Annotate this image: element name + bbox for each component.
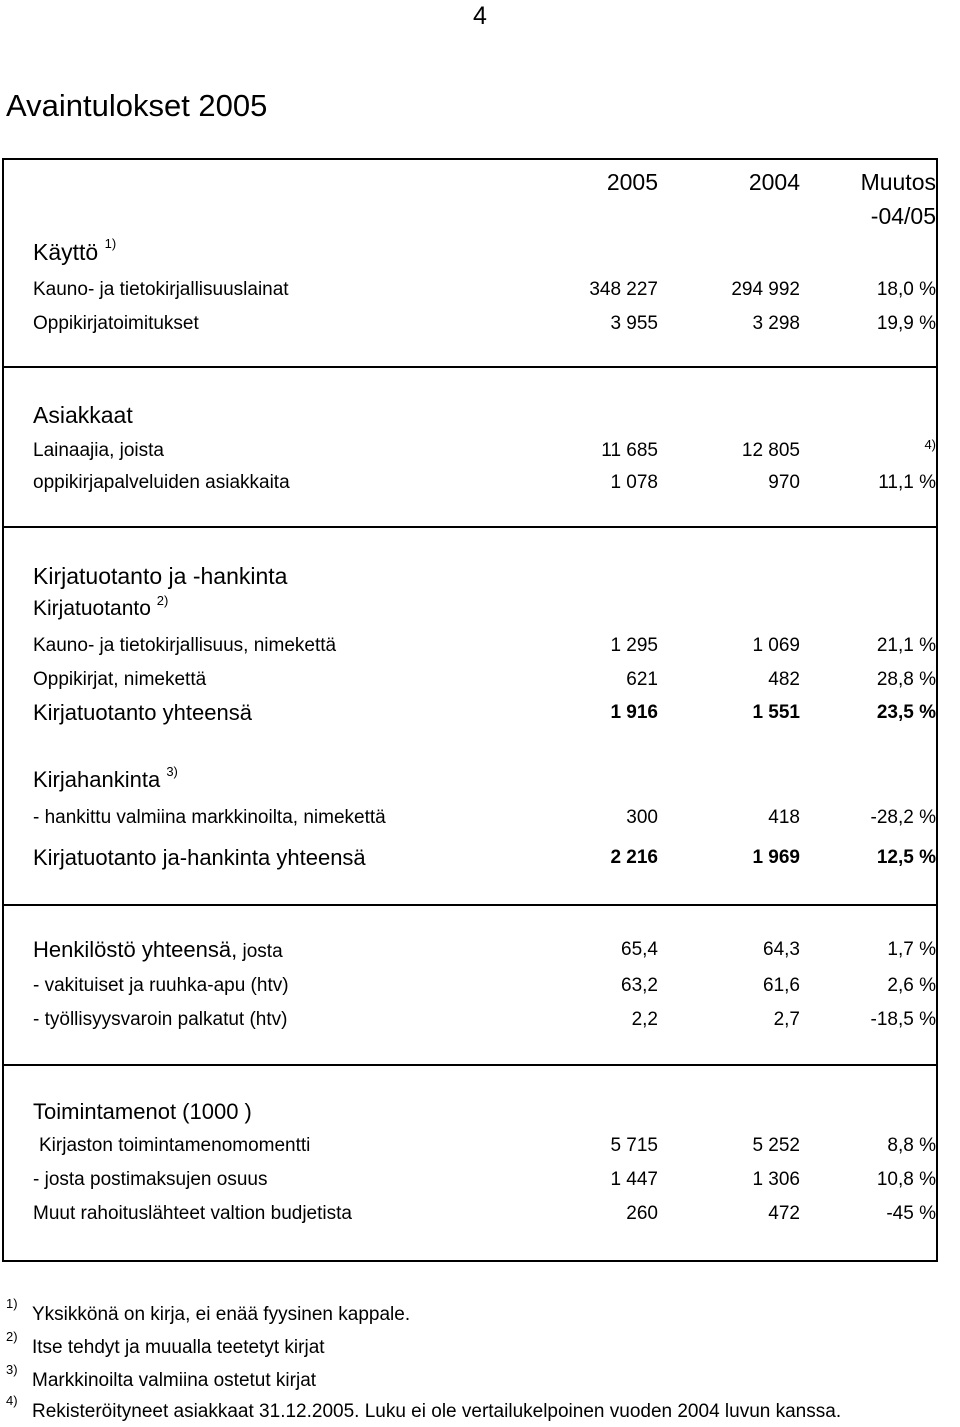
value-2005: 11 685 [601,440,658,461]
grand-total-label: Kirjatuotanto ja-hankinta yhteensä [33,845,366,870]
page-title: Avaintulokset 2005 [6,88,268,123]
row-label: - työllisyysvaroin palkatut (htv) [33,1009,288,1030]
total-value-2004: 1 551 [752,702,800,723]
section-heading-asiakkaat: Asiakkaat [33,402,133,428]
value-change: 10,8 % [876,1169,936,1190]
footnote-ref-2: 2) [156,593,169,608]
grand-total-value-2004: 1 969 [752,847,800,868]
value-change: 28,8 % [876,669,936,690]
value-change: 18,0 % [876,279,936,300]
value-2004: 970 [768,472,800,493]
row-label: Kirjaston toimintamenomomentti [39,1135,311,1156]
section-asiakkaat [2,366,938,528]
table-row [4,435,936,467]
value-2004: 1 069 [752,635,800,656]
total-row [4,697,936,729]
section-heading-kaytto: Käyttö $^{1)}$ [33,236,117,265]
section-kirjatuotanto [2,526,938,906]
value-change: 19,9 % [876,313,936,334]
value-2005: 1 447 [610,1169,658,1190]
footnote-text: Rekisteröityneet asiakkaat 31.12.2005. Luku ei ole vertailukelpoinen vuoden 2004 luvun kanssa. [32,1401,842,1422]
footnote-ref-1: 1) [104,236,117,251]
section-kaytto [2,158,938,368]
row-label: Lainaajia, joista [33,440,164,461]
section-henkilosto [2,904,938,1066]
table-row [4,1198,936,1230]
footnote-ref-4: 4) [924,437,936,452]
value-change: 11,1 % [878,472,936,493]
kirjatuotanto-subheading-row [4,593,936,625]
value-2004: 418 [768,807,800,828]
table-row [4,1164,936,1196]
value-change: -28,2 % [870,807,936,828]
row-label: Kauno- ja tietokirjallisuuslainat [33,279,289,300]
value-2005: 63,2 [621,975,658,996]
section-heading-toimintamenot: Toimintamenot (1000 ) [33,1099,252,1124]
value-2004: 482 [768,669,800,690]
grand-total-value-change: 12,5 % [876,847,936,868]
row-label: oppikirjapalveluiden asiakkaita [33,472,290,493]
value-change: 2,6 % [887,975,936,996]
row-label: Oppikirjat, nimekettä [33,669,207,690]
footnote-ref-3: 3) [166,764,178,779]
subheading-kirjatuotanto: Kirjatuotanto $^{2)}$ [33,593,169,620]
value-2005: 1 295 [610,635,658,656]
value-2004: 5 252 [752,1135,800,1156]
value-2005: 5 715 [610,1135,658,1156]
section-heading-kirjatuotanto: Kirjatuotanto ja -hankinta [33,563,288,589]
total-value-2005: 1 916 [610,702,658,723]
row-label: - hankittu valmiina markkinoilta, nimekettä [33,807,386,828]
footnote-text: Yksikkönä on kirja, ei enää fyysinen kappale. [32,1304,411,1325]
subheading-kirjahankinta: Kirjahankinta $^{3)}$ [33,764,178,792]
column-header-2005: 2005 [606,169,658,195]
value-2005: 3 955 [610,313,658,334]
footnote-text: Markkinoilta valmiina ostetut kirjat [32,1370,317,1391]
value-2005: 621 [626,669,658,690]
section-heading-henkilosto: Henkilöstö yhteensä, josta [33,937,283,962]
table-row [4,802,936,834]
value-2005: 260 [626,1203,658,1224]
table-row [4,1130,936,1162]
value-2004: 12 805 [741,440,800,461]
value-2004: 64,3 [763,939,800,960]
row-label: Muut rahoituslähteet valtion budjetista [33,1203,352,1224]
value-2004: 472 [768,1203,800,1224]
toimintamenot-heading-row [4,1096,936,1128]
grand-total-value-2005: 2 216 [610,847,658,868]
value-2005: 65,4 [621,939,658,960]
value-2005: 300 [626,807,658,828]
value-2004: 61,6 [763,975,800,996]
page-number: 4 [473,2,487,30]
table-row [4,664,936,696]
kirjatuotanto-heading-row [4,560,936,592]
footnote-number: 2) [6,1329,18,1344]
column-header-2004: 2004 [748,169,800,195]
footnote-text: Itse tehdyt ja muualla teetetyt kirjat [32,1337,325,1358]
value-change: 8,8 % [887,1135,936,1156]
column-header-change-period: -04/05 [870,203,936,229]
value-change: 1,7 % [887,939,936,960]
value-2005: 1 078 [610,472,658,493]
column-header-row [4,166,936,198]
value-2004: 3 298 [752,313,800,334]
column-header-change: Muutos [860,169,936,195]
row-label: - josta postimaksujen osuus [33,1169,268,1190]
value-2004: 294 992 [731,279,800,300]
table-row [4,1004,936,1036]
column-header-row-2 [4,200,936,232]
footnote-number: 1) [6,1296,18,1311]
row-label: Kauno- ja tietokirjallisuus, nimekettä [33,635,337,656]
row-label: Oppikirjatoimitukset [33,313,199,334]
total-value-change: 23,5 % [876,702,936,723]
table-row [4,630,936,662]
row-label: - vakituiset ja ruuhka-apu (htv) [33,975,289,996]
table-row [4,308,936,340]
value-2005: 348 227 [589,279,658,300]
value-2004: 1 306 [752,1169,800,1190]
table-row [4,970,936,1002]
asiakkaat-heading-row [4,399,936,431]
footnote-number: 3) [6,1362,18,1377]
value-change: -18,5 % [870,1009,936,1030]
total-label: Kirjatuotanto yhteensä [33,700,252,725]
value-change: 21,1 % [876,635,936,656]
kaytto-heading-row [4,236,936,268]
henkilosto-heading-row [4,934,936,966]
table-row [4,274,936,306]
value-2004: 2,7 [773,1009,800,1030]
footnote-number: 4) [6,1393,18,1408]
kirjahankinta-heading-row [4,764,936,796]
table-row [4,467,936,499]
grand-total-row [4,842,936,874]
value-change: -45 % [886,1203,936,1224]
value-2005: 2,2 [631,1009,658,1030]
section-toimintamenot [2,1064,938,1262]
